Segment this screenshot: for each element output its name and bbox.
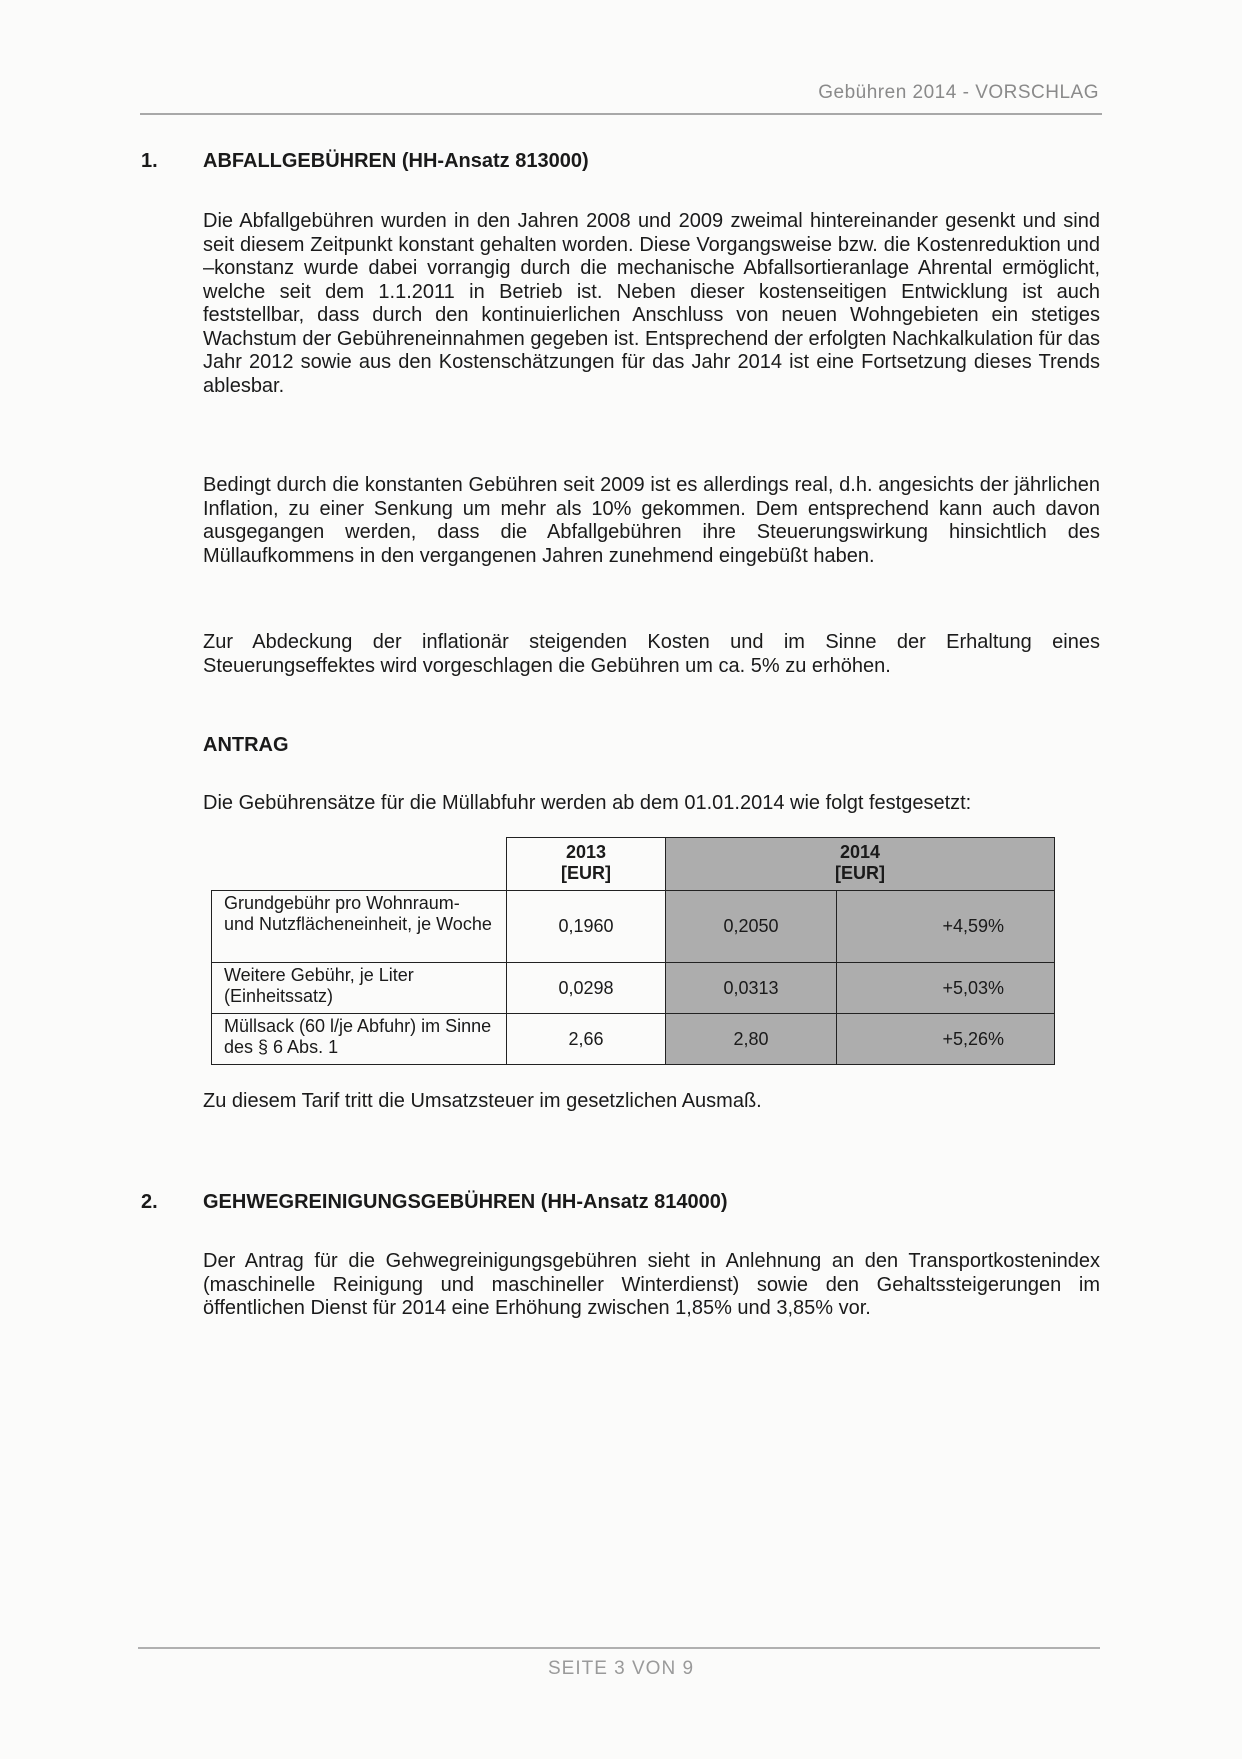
value-2014: 0,2050 [666, 891, 837, 963]
value-2013: 0,1960 [507, 891, 666, 963]
col-2013-header [507, 838, 666, 891]
row-label: Müllsack (60 l/je Abfuhr) im Sinne des § 6 Abs. 1 [212, 1014, 507, 1065]
value-2014: 2,80 [666, 1014, 837, 1065]
footer-divider [138, 1647, 1100, 1649]
table-row [212, 891, 1055, 963]
fee-table-corner [212, 838, 507, 891]
table-row [212, 1014, 1055, 1065]
fee-table-header-row [212, 838, 1055, 891]
col-2014-year: 2014 [839, 842, 881, 862]
antrag-heading: ANTRAG [203, 734, 289, 756]
value-2014: 0,0313 [666, 963, 837, 1014]
section-1-title: ABFALLGEBÜHREN (HH-Ansatz 813000) [203, 150, 589, 172]
col-2013-year: 2013 [565, 842, 607, 862]
section-1-number: 1. [141, 150, 158, 172]
section-1-paragraph-2: Bedingt durch die konstanten Gebühren seit 2009 ist es allerdings real, d.h. angesichts der jährlichen Inflation, zu einer Senkung um mehr als 10% gekommen. Dem entsprechend kann auch davon ausgegangen werden, dass die Abfallgebühren ihre Steuerungswirkung hinsichtlich des Müllaufkommens in den vergangenen Jahren zunehmend eingebüßt haben. [203, 474, 1100, 567]
antrag-text: Die Gebührensätze für die Müllabfuhr werden ab dem 01.01.2014 wie folgt festgesetzt: [203, 792, 972, 814]
change-percent: +5,26% [837, 1014, 1055, 1065]
section-1-paragraph-1: Die Abfallgebühren wurden in den Jahren 2008 und 2009 zweimal hintereinander gesenkt und sind seit diesem Zeitpunkt konstant gehalten worden. Diese Vorgangsweise bzw. die Kostenreduktion und –konstanz wurde dabei vorrangig durch die mechanische Abfallsortieranlage Ahrental ermöglicht, welche seit dem 1.1.2011 in Betrieb ist. Neben dieser kostenseitigen Entwicklung ist auch feststellbar, dass durch den kontinuierlichen Anschluss von neuen Wohngebieten ein stetiges Wachstum der Gebühreneinnahmen gegeben ist. Entsprechend der erfolgten Nachkalkulation für das Jahr 2012 sowie aus den Kostenschätzungen für das Jahr 2014 ist eine Fortsetzung dieses Trends ablesbar. [203, 210, 1100, 397]
col-2014-unit: [EUR] [835, 863, 885, 883]
col-2014-header [666, 838, 1055, 891]
value-2013: 2,66 [507, 1014, 666, 1065]
change-percent: +5,03% [837, 963, 1055, 1014]
page-header-title: Gebühren 2014 - VORSCHLAG [818, 82, 1099, 103]
value-2013: 0,0298 [507, 963, 666, 1014]
row-label: Weitere Gebühr, je Liter (Einheitssatz) [212, 963, 507, 1014]
header-divider [140, 113, 1102, 115]
page-number: SEITE 3 VON 9 [547, 1658, 695, 1679]
section-2-number: 2. [141, 1191, 158, 1213]
tax-note: Zu diesem Tarif tritt die Umsatzsteuer im gesetzlichen Ausmaß. [203, 1090, 762, 1112]
section-1-paragraph-3: Zur Abdeckung der inflationär steigenden Kosten und im Sinne der Erhaltung eines Steuerungseffektes wird vorgeschlagen die Gebühren um ca. 5% zu erhöhen. [203, 631, 1100, 677]
col-2013-unit: [EUR] [561, 863, 611, 883]
section-2-paragraph: Der Antrag für die Gehwegreinigungsgebühren sieht in Anlehnung an den Transportkostenindex (maschinelle Reinigung und maschineller Winterdienst) sowie den Gehaltssteigerungen im öffentlichen Dienst für 2014 eine Erhöhung zwischen 1,85% und 3,85% vor. [203, 1250, 1100, 1319]
row-label: Grundgebühr pro Wohnraum- und Nutzflächeneinheit, je Woche [212, 891, 507, 963]
change-percent: +4,59% [837, 891, 1055, 963]
table-row [212, 963, 1055, 1014]
fee-table [211, 837, 1055, 1065]
section-2-title: GEHWEGREINIGUNGSGEBÜHREN (HH-Ansatz 814000) [203, 1191, 728, 1213]
